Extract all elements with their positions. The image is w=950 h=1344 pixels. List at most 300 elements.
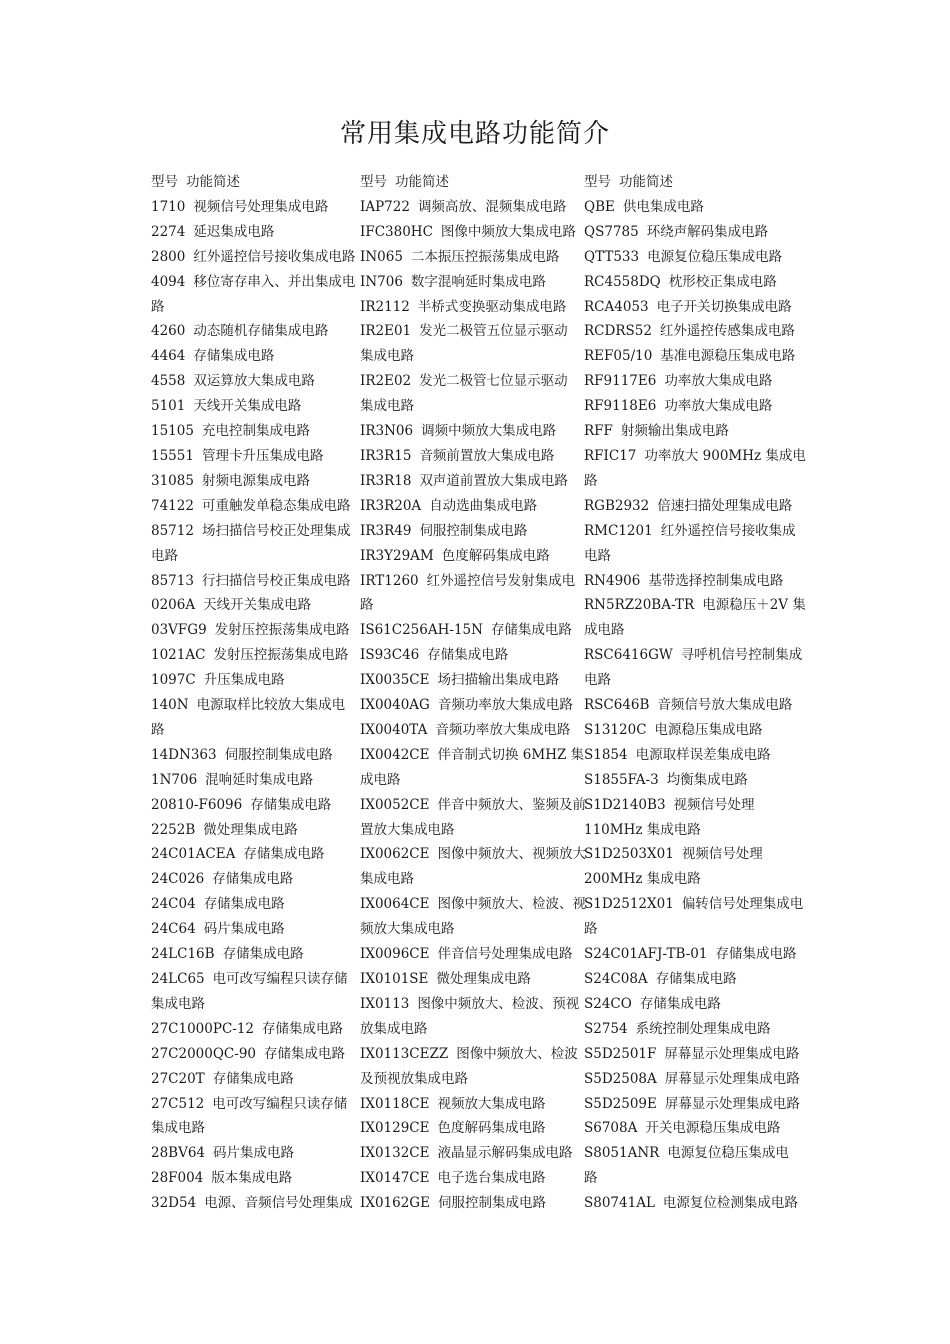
function-description: 场扫描信号校正处理集成 [201, 522, 351, 539]
function-description: 图像中频放大集成电路 [440, 223, 576, 240]
function-description: 电子选台集成电路 [437, 1170, 546, 1187]
model-number: 4094 [151, 273, 186, 290]
entry-line [584, 643, 806, 668]
function-description: 成电路 [584, 622, 625, 639]
function-description: 视频信号处理 [681, 846, 763, 863]
model-number: IX0042CE [360, 746, 430, 763]
function-description: 功率放大集成电路 [664, 398, 773, 415]
entry-line [360, 718, 584, 743]
model-number: S24C01AFJ-TB-01 [584, 946, 708, 963]
function-description: 音频功率放大集成电路 [437, 697, 573, 714]
function-description: 功率放大 900MHz 集成电 [644, 447, 806, 464]
function-description: 液晶显示解码集成电路 [437, 1145, 573, 1162]
entry-line [151, 668, 361, 693]
entry-line [151, 842, 361, 867]
column-header [584, 170, 806, 195]
entry-line [151, 793, 361, 818]
model-number: S8051ANR [584, 1145, 660, 1162]
entry-line [151, 544, 361, 569]
entry-line [151, 892, 361, 917]
model-number: QTT533 [584, 248, 640, 265]
function-description: 集成电路 [151, 1120, 205, 1137]
model-number: 15551 [151, 447, 194, 464]
function-description: 枕形校正集成电路 [668, 273, 777, 290]
function-description: 图像中频放大、检波、视 [437, 896, 586, 913]
entry-line [360, 295, 584, 320]
entry-line [360, 793, 584, 818]
model-number: IX0052CE [360, 796, 430, 813]
function-description: 存储集成电路 [655, 971, 737, 987]
entry-line [151, 494, 361, 519]
function-description: 图像中频放大、视频放大 [437, 846, 586, 863]
function-description: 伺服控制集成电路 [419, 522, 528, 539]
entry-line [360, 444, 584, 469]
function-description: 射频输出集成电路 [620, 423, 729, 440]
function-description: 移位寄存串入、并出集成电 [193, 273, 356, 290]
model-number: 24C01ACEA [151, 846, 236, 863]
model-number: IX0101SE [360, 971, 429, 987]
model-number: 4558 [151, 373, 186, 390]
entry-line [360, 842, 584, 867]
function-description: 混响延时集成电路 [205, 771, 314, 788]
entry-line [584, 344, 806, 369]
function-description: 110MHz 集成电路 [584, 821, 701, 838]
entry-line [360, 1166, 584, 1191]
entry-line [151, 643, 361, 668]
function-description: 屏幕显示处理集成电路 [664, 1095, 800, 1112]
entry-line [584, 818, 806, 843]
entry-line [151, 867, 361, 892]
entry-line [360, 319, 584, 344]
function-description: 200MHz 集成电路 [584, 871, 701, 888]
function-description: 集成电路 [360, 348, 414, 365]
entry-line [360, 469, 584, 494]
function-description: 色度解码集成电路 [437, 1120, 546, 1137]
function-description: 屏幕显示处理集成电路 [664, 1045, 800, 1062]
model-number: S2754 [584, 1020, 628, 1037]
entry-line [584, 245, 806, 270]
entry-line [151, 818, 361, 843]
function-description: 延迟集成电路 [193, 223, 275, 240]
entry-line [360, 569, 584, 594]
model-number: S1D2140B3 [584, 796, 666, 813]
entry-line [360, 643, 584, 668]
function-description: 发射压控振荡集成电路 [214, 622, 350, 639]
model-number: S5D2509E [584, 1095, 657, 1112]
function-description: 电源稳压集成电路 [654, 721, 763, 738]
entry-line [360, 1017, 584, 1042]
function-description: 存储集成电路 [427, 647, 509, 664]
function-description: 基准电源稳压集成电路 [660, 348, 796, 365]
function-description: 基带选择控制集成电路 [648, 572, 784, 589]
entry-line [360, 1092, 584, 1117]
model-number: 28F004 [151, 1170, 204, 1187]
function-description: 二本振压控振荡集成电路 [410, 248, 560, 265]
model-number: QS7785 [584, 223, 639, 240]
entry-line [151, 295, 361, 320]
entry-line [584, 270, 806, 295]
entry-line [151, 992, 361, 1017]
model-number: RN5RZ20BA-TR [584, 597, 695, 614]
entry-line [151, 195, 361, 220]
function-description: 音频信号放大集成电路 [657, 697, 793, 714]
column-2 [360, 170, 584, 1216]
function-description: 天线开关集成电路 [193, 398, 302, 415]
model-number: 24C04 [151, 896, 196, 913]
entry-line [360, 1116, 584, 1141]
function-description: 视频信号处理 [673, 796, 755, 813]
entry-line [151, 1067, 361, 1092]
function-description: 电源取样比较放大集成电 [196, 697, 346, 714]
function-description: 系统控制处理集成电路 [635, 1020, 771, 1037]
function-description: 集成电路 [360, 871, 414, 888]
entry-line [584, 743, 806, 768]
entry-line [151, 270, 361, 295]
model-number: 1021AC [151, 647, 206, 664]
function-description: 场扫描输出集成电路 [437, 672, 559, 689]
model-number: IR3R15 [360, 447, 412, 464]
model-number: 74122 [151, 497, 194, 514]
entry-line [584, 793, 806, 818]
entry-line [360, 394, 584, 419]
function-description: 微处理集成电路 [436, 971, 531, 987]
entry-line [584, 494, 806, 519]
function-description: 存储集成电路 [715, 946, 797, 963]
function-description: 路 [360, 597, 374, 614]
function-description: 发光二极管七位显示驱动 [419, 373, 568, 390]
model-number: 85713 [151, 572, 194, 589]
column-header [151, 170, 361, 195]
model-number: 0206A [151, 597, 196, 614]
function-description: 环绕声解码集成电路 [646, 223, 769, 240]
model-number: S80741AL [584, 1195, 655, 1212]
entry-line [584, 618, 806, 643]
model-number: 15105 [151, 423, 194, 440]
function-description: 开关电源稳压集成电路 [645, 1120, 781, 1137]
entry-line [584, 1042, 806, 1067]
model-number: S1855FA-3 [584, 771, 659, 788]
entry-line [360, 544, 584, 569]
model-number: 140N [151, 697, 189, 714]
model-number: 24LC65 [151, 971, 205, 987]
desc-header: 功能简述 [186, 174, 240, 190]
entry-line [151, 519, 361, 544]
model-number: RF9118E6 [584, 398, 657, 415]
model-number: 14DN363 [151, 746, 217, 763]
model-number: REF05/10 [584, 348, 653, 365]
model-number: IR3R49 [360, 522, 412, 539]
model-number: 31085 [151, 472, 194, 489]
entry-line [360, 818, 584, 843]
model-number: IAP722 [360, 198, 410, 215]
model-number: IS93C46 [360, 647, 420, 664]
function-description: 电源复位稳压集成电 [667, 1145, 789, 1162]
entry-line [584, 1166, 806, 1191]
entry-line [360, 245, 584, 270]
function-description: 双声道前置放大集成电路 [419, 472, 568, 489]
entry-line [360, 1191, 584, 1216]
function-description: 存储集成电路 [212, 1070, 294, 1087]
function-description: 功率放大集成电路 [664, 373, 773, 390]
entry-line [360, 942, 584, 967]
function-description: 电源复位检测集成电路 [662, 1195, 798, 1212]
entry-line [584, 992, 806, 1017]
model-number: 1710 [151, 198, 186, 215]
entry-line [584, 1191, 806, 1216]
model-number: IX0113 [360, 995, 410, 1012]
entry-line [584, 369, 806, 394]
model-number: IX0040TA [360, 721, 428, 738]
function-description: 可重触发单稳态集成电路 [201, 497, 351, 514]
entry-line [584, 1141, 806, 1166]
function-description: 动态随机存储集成电路 [193, 323, 329, 340]
entry-line [584, 768, 806, 793]
entry-line [151, 569, 361, 594]
entry-line [360, 967, 584, 992]
model-number: RMC1201 [584, 522, 653, 539]
entry-line [151, 942, 361, 967]
model-number: 5101 [151, 398, 186, 415]
model-number: 27C1000PC-12 [151, 1020, 255, 1037]
function-description: 伺服控制集成电路 [224, 746, 333, 763]
entry-line [584, 419, 806, 444]
model-number: RFF [584, 423, 613, 440]
model-number: IX0162GE [360, 1195, 430, 1212]
model-number: 1097C [151, 672, 196, 689]
desc-header: 功能简述 [395, 174, 449, 190]
entry-line [151, 1017, 361, 1042]
function-description: 自动选曲集成电路 [429, 497, 538, 514]
model-number: 2252B [151, 821, 196, 838]
entry-line [151, 344, 361, 369]
entry-line [360, 1067, 584, 1092]
entry-line [151, 967, 361, 992]
entry-line [151, 319, 361, 344]
function-description: 集成电路 [151, 995, 205, 1012]
function-description: 色度解码集成电路 [441, 547, 550, 564]
entry-line [360, 1141, 584, 1166]
model-number: IX0113CEZZ [360, 1045, 449, 1062]
function-description: 红外遥控信号接收集成 [660, 522, 796, 539]
model-number: 24C64 [151, 921, 196, 938]
entry-line [584, 569, 806, 594]
model-number: RSC6416GW [584, 647, 673, 664]
function-description: 电源稳压＋2V 集 [702, 597, 806, 614]
model-number: RFIC17 [584, 447, 637, 464]
entry-line [584, 1017, 806, 1042]
model-number: S13120C [584, 721, 647, 738]
entry-line [584, 394, 806, 419]
model-number: 28BV64 [151, 1145, 206, 1162]
model-number: IRT1260 [360, 572, 419, 589]
model-number: IX0035CE [360, 672, 430, 689]
entry-line [584, 668, 806, 693]
function-description: 码片集成电路 [203, 921, 285, 938]
model-number: IX0118CE [360, 1095, 430, 1112]
entry-line [360, 519, 584, 544]
model-number: IFC380HC [360, 223, 433, 240]
model-number: IN065 [360, 248, 403, 265]
entry-line [584, 1116, 806, 1141]
entry-line [584, 867, 806, 892]
function-description: 存储集成电路 [222, 946, 304, 963]
function-description: 调频高放、混频集成电路 [417, 198, 567, 215]
function-description: 半桥式变换驱动集成电路 [417, 298, 567, 315]
model-number: IR3R18 [360, 472, 412, 489]
function-description: 路 [584, 921, 598, 938]
function-description: 存储集成电路 [490, 622, 572, 639]
model-number: S5D2508A [584, 1070, 657, 1087]
desc-header: 功能简述 [619, 174, 673, 190]
entry-line [151, 394, 361, 419]
function-description: 存储集成电路 [203, 896, 285, 913]
entry-line [151, 220, 361, 245]
function-description: 红外遥控传感集成电路 [659, 323, 795, 340]
function-description: 存储集成电路 [264, 1045, 346, 1062]
entry-line [151, 1092, 361, 1117]
function-description: 版本集成电路 [211, 1170, 293, 1187]
entry-line [584, 295, 806, 320]
model-number: S24C08A [584, 971, 648, 987]
model-number: S24CO [584, 995, 632, 1012]
model-number: 2800 [151, 248, 186, 265]
entry-line [360, 494, 584, 519]
entry-line [151, 1141, 361, 1166]
model-number: S1D2503X01 [584, 846, 674, 863]
model-header: 型号 [151, 174, 178, 190]
function-description: 红外遥控信号接收集成电路 [193, 248, 356, 265]
entry-line [360, 892, 584, 917]
model-number: RF9117E6 [584, 373, 657, 390]
entry-line [151, 593, 361, 618]
entry-line [584, 967, 806, 992]
function-description: 发射压控振荡集成电路 [213, 647, 349, 664]
function-description: 路 [584, 472, 598, 489]
model-number: IX0062CE [360, 846, 430, 863]
function-description: 电可改写编程只读存储 [212, 971, 348, 987]
model-number: 27C2000QC-90 [151, 1045, 257, 1062]
function-description: 存储集成电路 [639, 995, 721, 1012]
model-number: RC4558DQ [584, 273, 661, 290]
model-number: 4464 [151, 348, 186, 365]
model-number: 20810-F6096 [151, 796, 243, 813]
model-number: S5D2501F [584, 1045, 657, 1062]
function-description: 伴音中频放大、鉴频及前 [437, 796, 586, 813]
function-description: 寻呼机信号控制集成 [680, 647, 803, 664]
entry-line [151, 917, 361, 942]
model-number: IX0147CE [360, 1170, 430, 1187]
entry-line [360, 867, 584, 892]
model-number: 27C512 [151, 1095, 205, 1112]
function-description: 电路 [151, 547, 178, 564]
entry-line [151, 369, 361, 394]
function-description: 图像中频放大、检波、预视 [417, 995, 580, 1012]
entry-line [584, 842, 806, 867]
entry-line [151, 469, 361, 494]
model-number: IX0064CE [360, 896, 430, 913]
column-1 [151, 170, 361, 1216]
model-number: 2274 [151, 223, 186, 240]
entry-line [584, 195, 806, 220]
function-description: 视频信号处理集成电路 [193, 198, 329, 215]
entry-list [584, 195, 806, 1216]
model-number: IR2E02 [360, 373, 412, 390]
entry-line [360, 369, 584, 394]
entry-line [360, 1042, 584, 1067]
entry-line [151, 1166, 361, 1191]
entry-line [360, 668, 584, 693]
function-description: 天线开关集成电路 [203, 597, 312, 614]
function-description: 路 [151, 721, 165, 738]
entry-line [151, 419, 361, 444]
function-description: 码片集成电路 [213, 1145, 295, 1162]
function-description: 供电集成电路 [622, 198, 704, 215]
model-number: IN706 [360, 273, 403, 290]
entry-line [584, 1067, 806, 1092]
function-description: 路 [584, 1170, 598, 1187]
model-number: IR2112 [360, 298, 410, 315]
function-description: 及预视放集成电路 [360, 1070, 468, 1087]
model-number: 03VFG9 [151, 622, 207, 639]
function-description: 存储集成电路 [212, 871, 294, 888]
model-number: IX0132CE [360, 1145, 430, 1162]
column-3 [584, 170, 806, 1216]
function-description: 置放大集成电路 [360, 821, 455, 838]
function-description: 偏转信号处理集成电 [681, 896, 804, 913]
function-description: 存储集成电路 [243, 846, 325, 863]
entry-line [584, 693, 806, 718]
entry-line [584, 942, 806, 967]
function-description: 电源复位稳压集成电路 [647, 248, 783, 265]
entry-line [360, 693, 584, 718]
entry-line [360, 992, 584, 1017]
model-number: 32D54 [151, 1195, 197, 1212]
model-header: 型号 [584, 174, 611, 190]
function-description: 路 [151, 298, 165, 315]
entry-list [360, 195, 584, 1216]
entry-line [151, 444, 361, 469]
model-number: IR3N06 [360, 423, 414, 440]
function-description: 存储集成电路 [193, 348, 275, 365]
entry-line [584, 892, 806, 917]
function-description: 行扫描信号校正集成电路 [201, 572, 351, 589]
entry-line [151, 768, 361, 793]
model-number: IS61C256AH-15N [360, 622, 483, 639]
entry-line [584, 444, 806, 469]
function-description: 电源取样误差集成电路 [635, 746, 771, 763]
function-description: 发光二极管五位显示驱动 [419, 323, 568, 340]
model-number: 85712 [151, 522, 194, 539]
entry-line [584, 593, 806, 618]
entry-line [360, 419, 584, 444]
model-number: RGB2932 [584, 497, 650, 514]
entry-line [151, 618, 361, 643]
model-number: S6708A [584, 1120, 638, 1137]
function-description: 均衡集成电路 [666, 771, 748, 788]
model-number: IX0129CE [360, 1120, 430, 1137]
entry-line [151, 718, 361, 743]
model-number: S1854 [584, 746, 628, 763]
entry-line [584, 469, 806, 494]
entry-line [360, 618, 584, 643]
model-number: IR3Y29AM [360, 547, 434, 564]
model-number: RCA4053 [584, 298, 649, 315]
function-description: 存储集成电路 [262, 1020, 344, 1037]
entry-line [151, 1191, 361, 1216]
model-number: IX0096CE [360, 946, 430, 963]
function-description: 放集成电路 [360, 1020, 428, 1037]
function-description: 伴音制式切换 6MHZ 集 [437, 746, 585, 763]
